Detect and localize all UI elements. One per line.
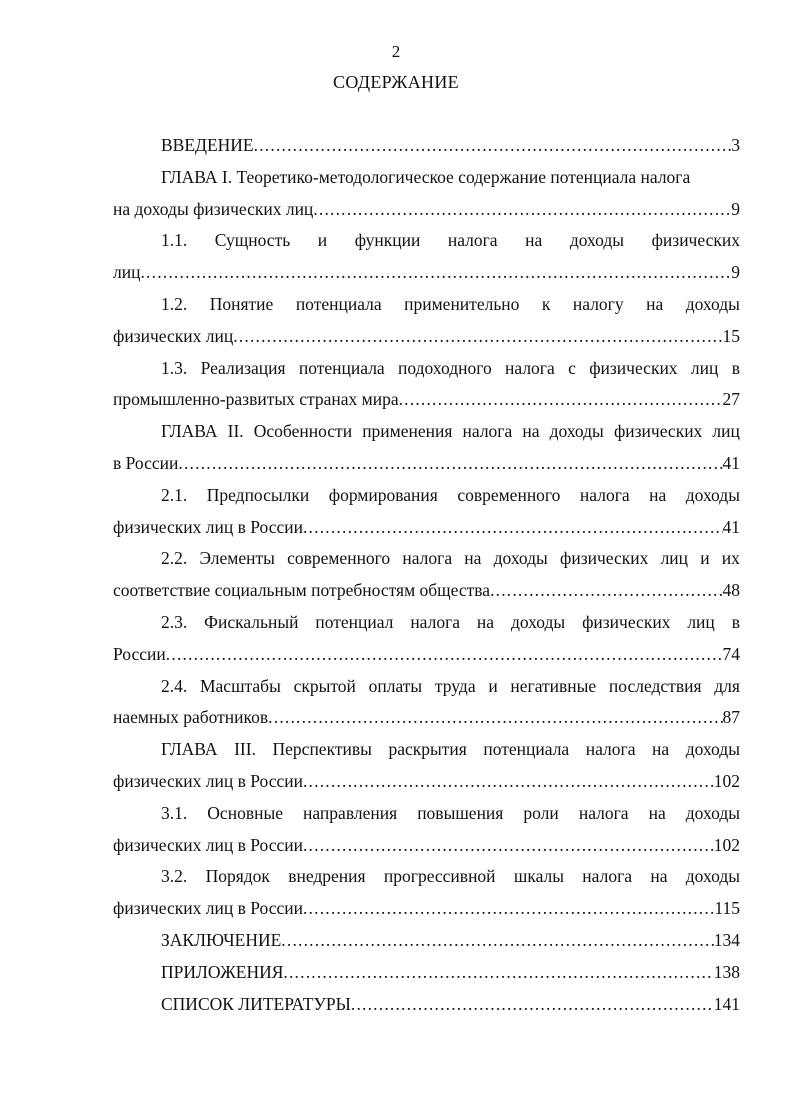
toc-entry-title-line: физических лиц (113, 325, 234, 346)
word: повышения (417, 802, 504, 823)
word: доходы (685, 802, 740, 823)
word: доходы (510, 611, 566, 632)
toc-entry-title-line (113, 607, 740, 639)
word: на (476, 611, 495, 632)
dot-leader (254, 130, 732, 162)
word: налога (462, 421, 513, 442)
toc-entry-section-1-3[interactable] (113, 353, 740, 417)
word: и (700, 548, 710, 569)
word: налога (578, 802, 629, 823)
toc-entry-page: 102 (713, 834, 740, 855)
word: налога (505, 357, 555, 378)
word: внедрения (288, 866, 366, 887)
word: направления (303, 802, 398, 823)
word: III. (234, 739, 256, 760)
toc-entry-section-1-2[interactable] (113, 289, 740, 353)
word: 1.1. (161, 230, 188, 251)
word: Особенности (253, 421, 353, 442)
toc-entry-chapter-1[interactable] (113, 162, 740, 226)
toc-entry-appendix[interactable] (113, 957, 740, 989)
toc-entry-title-line (113, 225, 740, 257)
word: шкалы (513, 866, 564, 887)
word: Реализация (200, 357, 286, 378)
toc-entry-title-line: физических лиц в России (113, 770, 303, 791)
word: роли (523, 802, 559, 823)
word: доходы (493, 548, 548, 569)
word: скрытой (293, 675, 356, 696)
toc-entry-section-1-1[interactable] (113, 225, 740, 289)
dot-leader (233, 321, 722, 353)
toc-entry-title: СПИСОК ЛИТЕРАТУРЫ (161, 993, 351, 1014)
toc-entry-title-line: в России (113, 452, 179, 473)
word: подоходного (398, 357, 492, 378)
word: Предпосылки (206, 484, 310, 505)
toc-entry-title-line (113, 798, 740, 830)
dot-leader (281, 925, 713, 957)
word: доходы (549, 421, 604, 442)
word: формирования (328, 484, 438, 505)
word: ГЛАВА (161, 739, 218, 760)
toc-entry-title-line: соответствие социальным потребностям общества (113, 580, 491, 601)
dot-leader (140, 257, 731, 289)
toc-entry-page: 138 (713, 961, 740, 982)
word: лиц (690, 357, 719, 378)
toc-entry-conclusion[interactable] (113, 925, 740, 957)
toc-entry-title: ВВЕДЕНИЕ (161, 135, 254, 155)
toc-entry-title-line (113, 289, 740, 321)
toc-entry-title-line (113, 734, 740, 766)
word: 1.3. (161, 357, 188, 378)
word: 2.1. (161, 484, 188, 505)
word: 3.2. (161, 866, 188, 887)
word: 2.3. (161, 611, 188, 632)
word: негативные (510, 675, 597, 696)
toc-entry-section-2-2[interactable] (113, 543, 740, 607)
toc-entry-title-line: промышленно-развитых странах мира (113, 389, 399, 410)
word: и (488, 675, 498, 696)
word: Перспективы (272, 739, 372, 760)
word: лиц (687, 611, 715, 632)
toc-entry-title-line: физических лиц в России (113, 516, 303, 537)
toc-entry-section-2-4[interactable] (113, 671, 740, 735)
word: на (522, 421, 540, 442)
toc-entry-page: 102 (713, 770, 740, 791)
toc-entry-title: ПРИЛОЖЕНИЯ (161, 961, 284, 982)
word: на (464, 548, 482, 569)
toc-entry-page: 15 (722, 325, 740, 346)
word: потенциал (315, 611, 394, 632)
word: ГЛАВА (161, 421, 218, 442)
toc-entry-section-2-1[interactable] (113, 480, 740, 544)
dot-leader (351, 989, 714, 1021)
word: доходы (569, 230, 625, 251)
toc-entry-page: 87 (722, 707, 740, 728)
word: современного (287, 548, 391, 569)
toc-entry-chapter-3[interactable] (113, 734, 740, 798)
toc-entry-page: 41 (722, 452, 740, 473)
dot-leader (268, 702, 722, 734)
toc-entry-page: 74 (722, 643, 740, 664)
toc-entry-title-line (113, 353, 740, 385)
dot-leader (303, 830, 714, 862)
word: последствия (608, 675, 702, 696)
word: раскрытия (388, 739, 467, 760)
word: налога (585, 739, 636, 760)
word: физических (582, 611, 671, 632)
word: на (650, 866, 668, 887)
word: к (541, 293, 551, 314)
word: на (652, 739, 670, 760)
word: физических (589, 357, 678, 378)
word: на (646, 293, 664, 314)
toc-entry-chapter-2[interactable] (113, 416, 740, 480)
toc-entry-title-line (113, 416, 740, 448)
word: налогу (572, 293, 624, 314)
word: современного (457, 484, 561, 505)
dot-leader (399, 384, 723, 416)
word: на (525, 230, 543, 251)
toc-entry-page: 9 (731, 198, 740, 219)
word: доходы (685, 293, 740, 314)
toc-entry-title-line: России (113, 643, 166, 664)
toc-entry-title-line: наемных работников (113, 707, 269, 728)
word: их (721, 548, 740, 569)
word: прогрессивной (383, 866, 496, 887)
page-number: 2 (391, 42, 401, 61)
dot-leader (166, 639, 723, 671)
toc-entry-section-3-2[interactable] (113, 861, 740, 925)
word: физических (651, 230, 740, 251)
word: в (731, 357, 740, 378)
toc-entry-title-line (113, 861, 740, 893)
toc-entry-title-line: лиц (113, 262, 141, 283)
word: труда (434, 675, 476, 696)
word: налога (582, 866, 633, 887)
word: физических (613, 421, 703, 442)
dot-leader (283, 957, 713, 989)
word: с (568, 357, 576, 378)
toc-entry-page: 48 (722, 580, 740, 601)
word: 2.2. (161, 548, 188, 569)
table-of-contents (113, 130, 740, 1020)
toc-entry-page: 115 (714, 898, 740, 919)
toc-entry-page: 41 (722, 516, 740, 537)
dot-leader (303, 893, 714, 925)
word: лиц (660, 548, 689, 569)
word: функции (354, 230, 421, 251)
word: оплаты (368, 675, 423, 696)
toc-entry-page: 134 (713, 929, 740, 950)
word: Основные (207, 802, 283, 823)
word: применительно (404, 293, 520, 314)
dot-leader (178, 448, 722, 480)
word: налога (402, 548, 453, 569)
word: 1.2. (161, 293, 188, 314)
toc-title: СОДЕРЖАНИЕ (333, 72, 459, 92)
word: 3.1. (161, 802, 188, 823)
toc-entry-page: 27 (722, 389, 740, 410)
word: доходы (685, 866, 740, 887)
toc-entry-page: 3 (731, 135, 740, 155)
word: Масштабы (199, 675, 281, 696)
word: и (317, 230, 328, 251)
word: доходы (685, 484, 740, 505)
word: Сущность (214, 230, 291, 251)
word: Элементы (199, 548, 275, 569)
toc-entry-title-line: физических лиц в России (113, 834, 303, 855)
word: II. (227, 421, 244, 442)
toc-entry-title-line (113, 543, 740, 575)
word: лиц (712, 421, 740, 442)
toc-entry-page: 141 (713, 993, 740, 1014)
word: налога (447, 230, 498, 251)
word: в (731, 611, 740, 632)
toc-entry-section-3-1[interactable] (113, 798, 740, 862)
word: потенциала (295, 293, 382, 314)
word: налога (410, 611, 461, 632)
dot-leader (303, 512, 723, 544)
toc-entry-title-line: физических лиц в России (113, 898, 303, 919)
word: налога (579, 484, 630, 505)
toc-entry-title-line (113, 671, 740, 703)
word: Понятие (209, 293, 274, 314)
word: физических (560, 548, 649, 569)
toc-entry-section-2-3[interactable] (113, 607, 740, 671)
word: применения (362, 421, 453, 442)
dot-leader (490, 575, 722, 607)
word: Порядок (205, 866, 270, 887)
word: на (649, 484, 667, 505)
word: для (714, 675, 740, 696)
toc-entry-title-line: ГЛАВА I. Теоретико-методологическое содержание потенциала налога (161, 166, 691, 187)
word: 2.4. (161, 675, 188, 696)
toc-entry-introduction[interactable] (113, 130, 740, 162)
toc-entry-title: ЗАКЛЮЧЕНИЕ (161, 929, 282, 950)
word: потенциала (483, 739, 570, 760)
dot-leader (303, 766, 714, 798)
word: доходы (685, 739, 740, 760)
toc-entry-title-line (113, 480, 740, 512)
toc-entry-title-line: на доходы физических лиц (113, 198, 314, 219)
word: Фискальный (204, 611, 299, 632)
dot-leader (313, 194, 731, 226)
word: потенциала (298, 357, 385, 378)
word: на (648, 802, 666, 823)
toc-entry-references[interactable] (113, 989, 740, 1021)
toc-entry-page: 9 (731, 262, 740, 283)
